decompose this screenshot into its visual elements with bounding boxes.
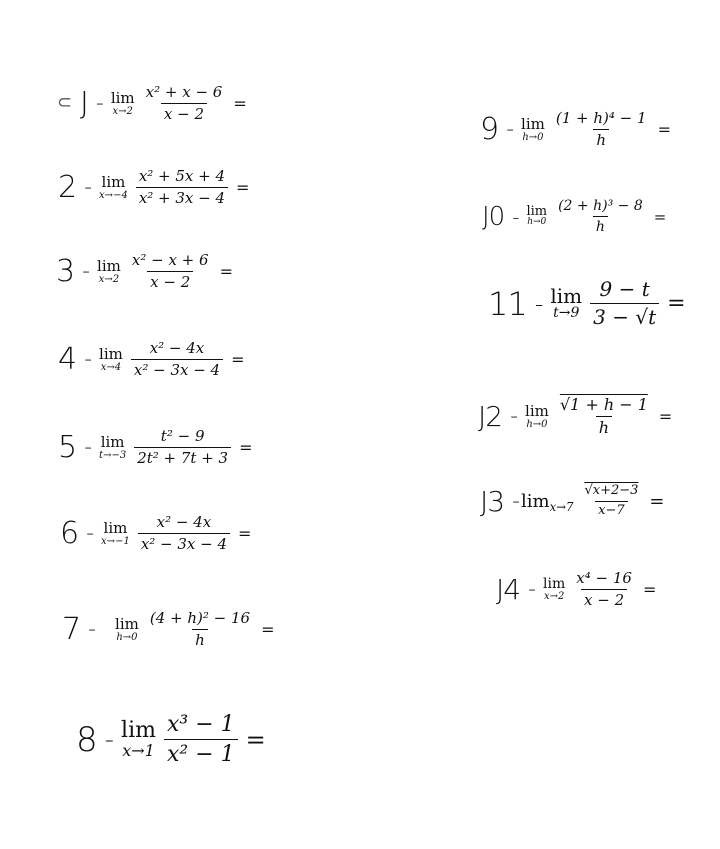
equals-sign: =: [233, 94, 247, 114]
equals-sign: =: [219, 262, 233, 282]
problem-8: [76, 712, 266, 768]
fraction: [557, 396, 651, 438]
lim-word: lim: [526, 204, 548, 220]
problem-separator: -: [512, 488, 520, 514]
lim-subscript: x→−4: [99, 189, 128, 201]
limit-operator: [110, 88, 135, 117]
lim-subscript: x→2: [98, 273, 120, 285]
limit-operator: [115, 614, 139, 643]
problem-number: J4: [496, 573, 521, 607]
lim-word: lim: [97, 256, 121, 275]
fraction: [573, 570, 635, 610]
fraction: [138, 514, 230, 554]
numerator: x² + x − 6: [145, 83, 223, 101]
problem-number: 5: [58, 430, 77, 466]
equals-sign: =: [653, 207, 667, 226]
limit-operator: [99, 432, 127, 461]
problem-separator: -: [86, 521, 94, 547]
fraction: [136, 168, 228, 208]
denominator: h: [593, 129, 609, 149]
limit-operator: [521, 490, 574, 515]
fraction: [134, 428, 231, 468]
denominator: x² − 3x − 4: [131, 359, 223, 379]
denominator: x − 2: [147, 271, 193, 291]
numerator: t² − 9: [160, 427, 205, 445]
problem-7: [62, 610, 275, 650]
lim-subscript: h→0: [116, 631, 138, 643]
limit-operator: [521, 114, 545, 143]
lim-word: lim: [543, 576, 566, 593]
fraction: [581, 484, 641, 519]
stray-mark: ⊂: [57, 92, 73, 113]
limit-operator: [543, 577, 565, 602]
numerator: x² − 4x: [149, 339, 205, 357]
fraction: [590, 278, 659, 329]
lim-subscript: x→2: [543, 591, 565, 603]
lim-word: lim: [99, 344, 123, 363]
fraction: [553, 110, 650, 150]
lim-subscript: x→7: [549, 500, 574, 515]
numerator: x² − x + 6: [131, 251, 209, 269]
problem-number: 3: [56, 254, 75, 290]
equals-sign: =: [667, 291, 686, 316]
problem-9: [480, 110, 671, 150]
numerator: x⁴ − 16: [576, 569, 632, 587]
denominator: h: [593, 216, 608, 235]
numerator: (4 + h)² − 16: [149, 609, 251, 627]
problem-number: 2: [58, 170, 77, 206]
denominator: x² − 3x − 4: [138, 533, 230, 553]
denominator: x − 2: [161, 103, 207, 123]
equals-sign: =: [245, 725, 266, 754]
lim-word: lim: [110, 88, 135, 107]
problem-1: [80, 84, 247, 124]
numerator: √1 + h − 1: [559, 395, 648, 414]
equals-sign: =: [231, 350, 245, 370]
lim-subscript: h→0: [522, 131, 544, 143]
limit-operator: [97, 256, 121, 285]
lim-word: lim: [550, 283, 583, 308]
lim-subscript: x→2: [112, 105, 133, 117]
problem-number: 7: [62, 612, 81, 648]
lim-word: lim: [121, 718, 156, 743]
lim-subscript: h→0: [526, 418, 548, 430]
equals-sign: =: [658, 407, 673, 427]
denominator: h: [192, 629, 208, 649]
lim-word: lim: [103, 518, 128, 537]
fraction: [143, 84, 226, 124]
equals-sign: =: [642, 580, 657, 600]
problem-2: [58, 168, 249, 208]
denominator: x−7: [595, 501, 628, 519]
fraction: [129, 252, 212, 292]
lim-subscript: x→4: [100, 361, 122, 373]
equals-sign: =: [657, 120, 671, 140]
denominator: h: [596, 416, 612, 437]
problem-separator: -: [534, 289, 543, 318]
lim-subscript: t→−3: [99, 449, 127, 461]
problem-separator: -: [506, 117, 514, 143]
equals-sign: =: [239, 438, 253, 458]
equals-sign: =: [238, 524, 252, 544]
problem-12: [478, 396, 672, 438]
problem-separator: -: [88, 617, 96, 643]
denominator: x² + 3x − 4: [136, 187, 228, 207]
limit-operator: [550, 283, 583, 321]
problem-separator: -: [95, 91, 103, 117]
fraction: [131, 340, 223, 380]
limit-operator: [101, 518, 130, 547]
problem-number: 4: [58, 342, 77, 378]
problem-number: 6: [60, 516, 79, 552]
equals-sign: =: [236, 178, 250, 198]
problem-separator: -: [84, 347, 92, 373]
problem-separator: -: [84, 175, 92, 201]
numerator: (1 + h)⁴ − 1: [555, 109, 647, 127]
problem-11: [488, 278, 686, 329]
problem-number: J0: [482, 201, 505, 232]
problem-number: J3: [480, 484, 505, 518]
problem-3: [56, 252, 233, 292]
numerator: √x+2−3: [584, 483, 639, 498]
lim-subscript: x→1: [122, 741, 155, 760]
problem-4: [58, 340, 245, 380]
problem-13: [480, 484, 665, 519]
fraction: [555, 198, 646, 235]
fraction: [164, 712, 238, 768]
problem-number: 11: [488, 284, 527, 323]
problem-separator: -: [104, 724, 114, 755]
problem-separator: -: [510, 404, 518, 430]
fraction: [147, 610, 253, 650]
equals-sign: =: [261, 620, 275, 640]
denominator: x² − 1: [164, 739, 238, 767]
lim-word: lim: [115, 614, 139, 633]
limit-operator: [99, 172, 128, 201]
limit-operator: [526, 205, 547, 228]
problem-separator: -: [512, 204, 519, 229]
numerator: x³ − 1: [166, 712, 235, 737]
problem-number: J: [80, 86, 88, 122]
problem-6: [60, 514, 251, 554]
problem-5: [58, 428, 253, 468]
limit-operator: [99, 344, 123, 373]
lim-word: lim: [521, 114, 545, 133]
problem-separator: -: [84, 435, 92, 461]
lim-word: lim: [521, 490, 550, 512]
lim-subscript: x→−1: [101, 535, 130, 547]
problem-14: [496, 570, 656, 610]
problem-number: 9: [480, 112, 499, 148]
lim-subscript: t→9: [553, 304, 580, 321]
lim-word: lim: [100, 432, 125, 451]
problem-separator: -: [82, 259, 90, 285]
lim-word: lim: [525, 401, 549, 420]
denominator: 2t² + 7t + 3: [134, 447, 231, 467]
denominator: x − 2: [581, 589, 627, 609]
lim-word: lim: [101, 172, 126, 191]
problem-10: [482, 198, 666, 235]
problem-number: 8: [76, 719, 97, 760]
numerator: x² + 5x + 4: [138, 167, 226, 185]
limit-operator: [525, 401, 549, 430]
problem-separator: -: [528, 577, 536, 603]
denominator: 3 − √t: [590, 303, 659, 329]
numerator: x² − 4x: [156, 513, 212, 531]
equals-sign: =: [649, 490, 665, 512]
limit-operator: [121, 720, 156, 760]
lim-subscript: h→0: [527, 217, 547, 228]
numerator: (2 + h)³ − 8: [558, 198, 643, 214]
problem-number: J2: [478, 400, 503, 434]
numerator: 9 − t: [599, 277, 650, 301]
